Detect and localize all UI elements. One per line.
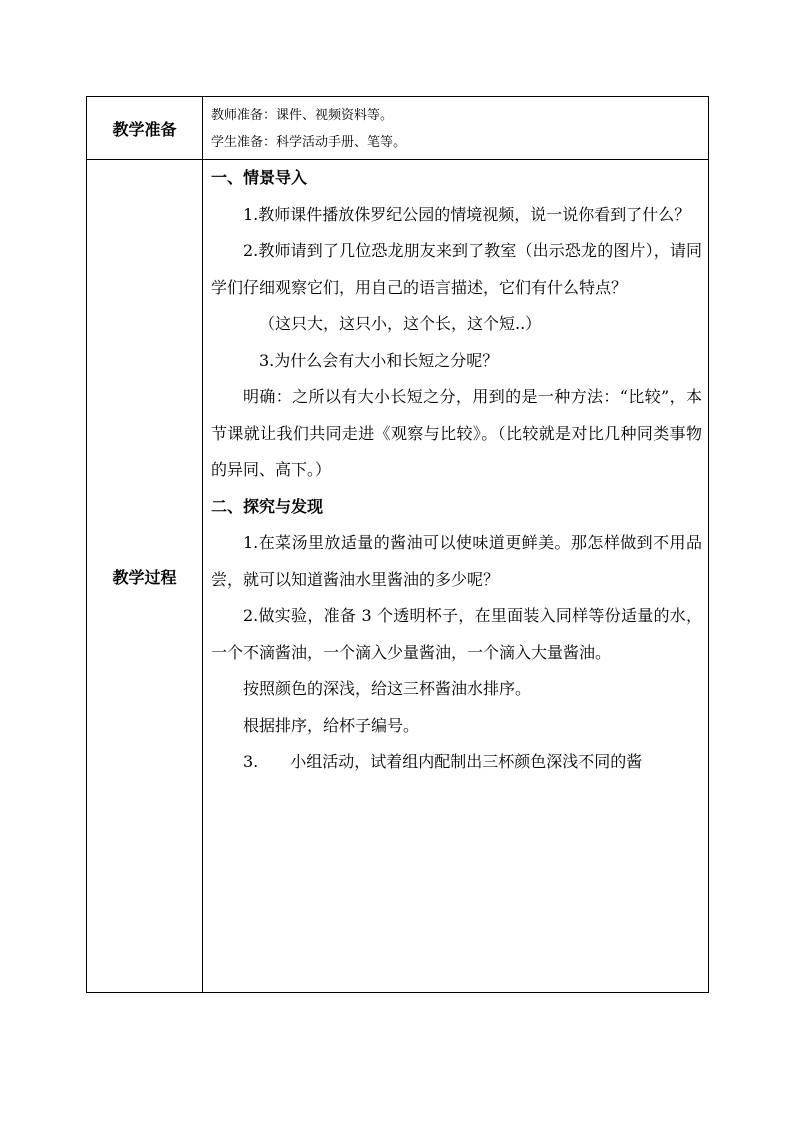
teaching-process-cell — [203, 160, 709, 993]
paragraph: （这只大，这只小，这个长，这个短..） — [259, 314, 542, 333]
paragraph: 1.在菜汤里放适量的酱油可以使味道更鲜美。那怎样做到不用品尝，就可以知道酱油水里酱油的多少呢？ — [211, 533, 702, 589]
student-preparation-text: 学生准备：科学活动手册、笔等。 — [211, 135, 407, 150]
paragraph: 1.教师课件播放侏罗纪公园的情境视频，说一说你看到了什么？ — [243, 204, 691, 224]
paragraph: 根据排序，给杯子编号。 — [243, 715, 420, 735]
teaching-preparation-row — [87, 97, 709, 160]
paragraph: 3. 小组活动，试着组内配制出三杯颜色深浅不同的酱 — [243, 752, 643, 771]
section-heading-explore: 二、探究与发现 — [211, 496, 324, 516]
section-heading-intro: 一、情景导入 — [211, 168, 308, 187]
teaching-preparation-label: 教学准备 — [87, 97, 203, 160]
paragraph: 明确：之所以有大小长短之分，用到的是一种方法：“比较”，本节课就让我们共同走进《观察与比较》。（比较就是对比几种同类事物的异同、高下。） — [211, 387, 702, 479]
paragraph: 2.教师请到了几位恐龙朋友来到了教室（出示恐龙的图片），请同学们仔细观察它们，用自己的语言描述，它们有什么特点？ — [211, 241, 702, 297]
paragraph: 按照颜色的深浅，给这三杯酱油水排序。 — [243, 679, 532, 698]
teacher-preparation-text: 教师准备：课件、视频资料等。 — [211, 108, 394, 123]
teaching-process-label: 教学过程 — [87, 160, 203, 993]
teaching-preparation-cell — [203, 97, 709, 160]
lesson-plan-table — [86, 96, 709, 993]
paragraph: 2.做实验，准备 3 个透明杯子，在里面装入同样等份适量的水，一个不滴酱油，一个滴入少量酱油，一个滴入大量酱油。 — [211, 606, 702, 662]
teaching-process-row — [87, 160, 709, 993]
paragraph: 3.为什么会有大小和长短之分呢？ — [259, 350, 499, 370]
